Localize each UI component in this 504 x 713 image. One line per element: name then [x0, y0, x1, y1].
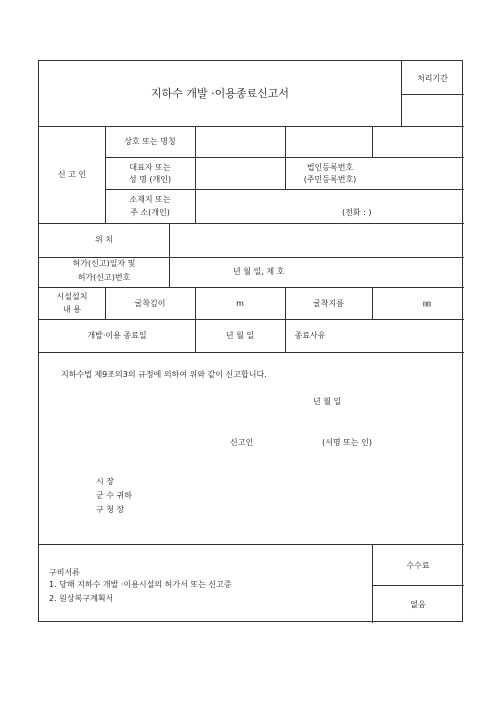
recipient-line: 시 장 — [96, 477, 114, 486]
required-doc-item: 1. 당해 지하수 개발 ·이용시설의 허가서 또는 신고증 — [49, 580, 232, 589]
representative-label: 성 명 (개인) — [128, 175, 172, 184]
divider — [372, 585, 464, 586]
divider — [372, 544, 373, 623]
divider — [401, 61, 402, 126]
fee-value: 없음 — [410, 600, 426, 609]
permit-label: 허가(신고)번호 — [77, 273, 131, 282]
divider — [39, 544, 464, 545]
reporter-label: 신 고 인 — [57, 170, 87, 179]
permit-label: 허가(신고)일자 및 — [72, 259, 136, 268]
recipient-line: 군 수 귀하 — [96, 491, 132, 500]
diameter-label: 굴착지름 — [313, 299, 344, 308]
fee-label: 수수료 — [406, 561, 430, 570]
facility-label: 내 용 — [63, 305, 81, 314]
divider — [195, 287, 196, 352]
depth-label: 굴착깊이 — [134, 299, 166, 308]
form-title: 지하수 개발 ·이용종료신고서 — [150, 87, 289, 100]
report-form — [38, 60, 463, 622]
diameter-unit: ㎜ — [423, 299, 431, 308]
corp-number-label: 법인등록번호 — [306, 163, 354, 172]
divider — [39, 352, 464, 353]
permit-date-number: 년 월 일, 제 호 — [233, 267, 285, 276]
end-reason-label: 종료사유 — [294, 331, 326, 340]
processing-period-label: 처리기간 — [417, 74, 448, 83]
divider — [39, 126, 464, 127]
location-label: 위 치 — [95, 235, 113, 244]
divider — [169, 223, 170, 287]
address-label: 소재지 또는 — [129, 195, 171, 204]
company-name-label: 상호 또는 명칭 — [124, 137, 176, 146]
divider — [39, 223, 464, 224]
recipient-line: 구 청 장 — [96, 505, 125, 514]
representative-label: 대표자 또는 — [129, 163, 171, 172]
divider — [39, 319, 464, 320]
divider — [372, 287, 373, 319]
divider — [39, 287, 464, 288]
end-date-label: 개발·이용 종료일 — [87, 331, 147, 340]
divider — [285, 287, 286, 352]
declaration-text: 지하수법 제9조의3의 규정에 의하여 위와 같이 신고합니다. — [61, 370, 267, 379]
required-docs-title: 구비서류 — [49, 568, 80, 577]
phone-field: (전화 : ) — [342, 208, 372, 217]
declaration-date: 년 월 일 — [313, 397, 342, 406]
corp-number-label: (주민등록번호) — [303, 175, 357, 184]
divider — [195, 126, 196, 223]
end-date: 년 월 일 — [225, 331, 255, 340]
facility-label: 시설설치 — [56, 292, 88, 301]
required-doc-item: 2. 원상복구계획서 — [49, 594, 114, 603]
divider — [401, 94, 464, 95]
signer-label: 신고인 — [230, 438, 254, 447]
address-label: 주 소(개인) — [130, 208, 170, 217]
divider — [372, 126, 373, 158]
signature-note: (서명 또는 인) — [322, 438, 372, 447]
depth-unit: m — [236, 299, 244, 308]
